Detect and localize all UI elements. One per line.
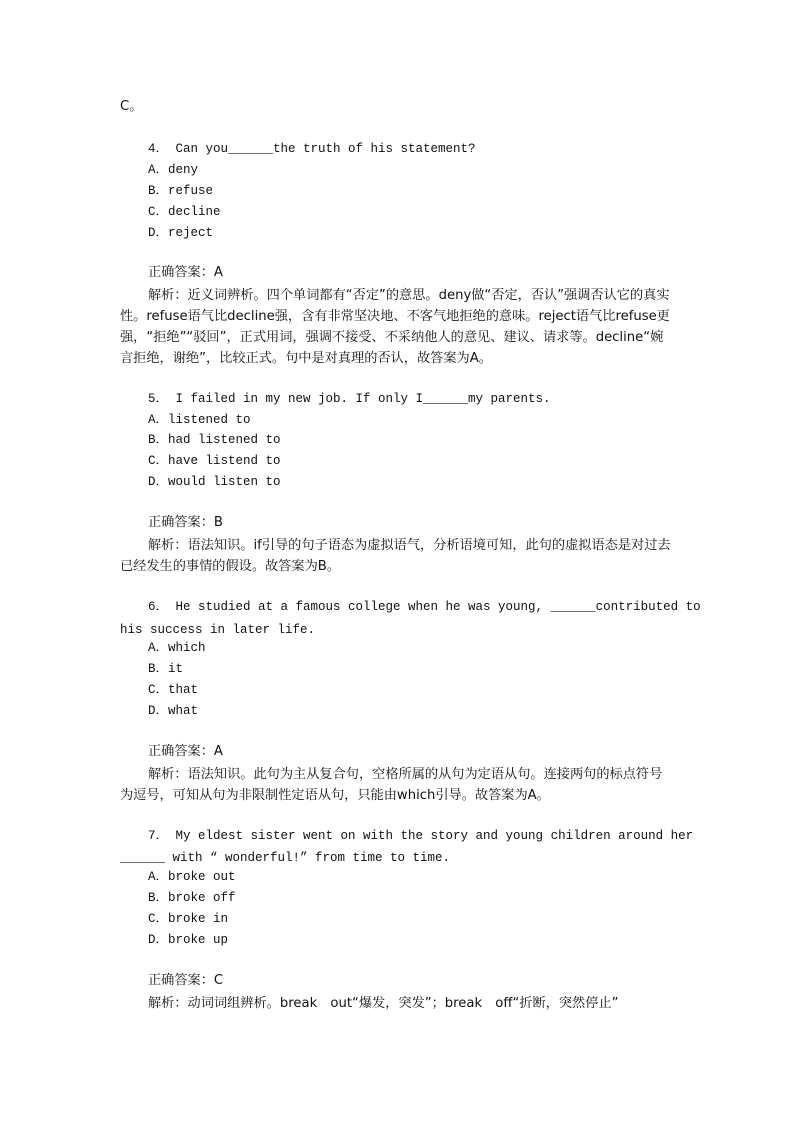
- question-5-answer: 正确答案：B: [148, 515, 223, 530]
- question-5-option-d: D．would listen to: [148, 475, 281, 489]
- question-4-answer: 正确答案：A: [148, 265, 223, 280]
- question-7-option-b: B．broke off: [148, 891, 236, 905]
- question-7-answer: 正确答案：C: [148, 973, 224, 988]
- question-4-option-b: B．refuse: [148, 184, 214, 198]
- question-5-stem: 5． I failed in my new job. If only I______my parents.: [148, 392, 551, 406]
- question-4-option-a: A．deny: [148, 163, 199, 177]
- question-5-option-a: A．listened to: [148, 413, 251, 427]
- question-7-option-c: C．broke in: [148, 912, 229, 926]
- top-fragment: C。: [120, 99, 143, 114]
- question-5-analysis: 解析：语法知识。if引导的句子语态为虚拟语气，分析语境可知，此句的虚拟语态是对过去已经发生的事情的假设。故答案为B。: [120, 538, 671, 574]
- question-6-stem-line1: 6． He studied at a famous college when he was young, ______contributed to: [148, 600, 701, 614]
- question-5-option-c: C．have listend to: [148, 454, 281, 468]
- question-4-analysis: 解析：近义词辨析。四个单词都有“否定”的意思。deny做“否定，否认”强调否认它的真实性。refuse语气比decline强，含有非常坚决地、不客气地拒绝的意味。reject语气比refuse更强，“拒绝”“驳回”，正式用词，强调不接受、不采纳他人的意见、建议、请求等。decline“婉言拒绝，谢绝”，比较正式。句中是对真理的否认，故答案为A。: [120, 288, 670, 366]
- question-7-option-a: A．broke out: [148, 870, 236, 884]
- question-7-option-d: D．broke up: [148, 933, 229, 947]
- question-6-option-d: D．what: [148, 704, 199, 718]
- question-5-option-b: B．had listened to: [148, 433, 281, 447]
- question-4-stem: 4． Can you______the truth of his statement?: [148, 142, 476, 156]
- question-6-option-c: C．that: [148, 683, 199, 697]
- question-6-answer: 正确答案：A: [148, 744, 223, 759]
- question-7-stem-line2: ______ with “ wonderful!” from time to time.: [120, 851, 451, 865]
- question-6-analysis: 解析：语法知识。此句为主从复合句，空格所属的从句为定语从句。连接两句的标点符号为逗号，可知从句为非限制性定语从句，只能由which引导。故答案为A。: [120, 767, 663, 803]
- question-7-stem-line1: 7． My eldest sister went on with the story and young children around her: [148, 829, 694, 843]
- question-4-option-c: C．decline: [148, 205, 221, 219]
- question-4-option-d: D．reject: [148, 226, 214, 240]
- question-7-analysis: 解析：动词词组辨析。break out“爆发，突发”；break off“折断，突然停止”: [148, 996, 619, 1011]
- question-6-stem-line2: his success in later life.: [120, 623, 316, 637]
- question-6-option-b: B．it: [148, 662, 184, 676]
- question-6-option-a: A．which: [148, 641, 206, 655]
